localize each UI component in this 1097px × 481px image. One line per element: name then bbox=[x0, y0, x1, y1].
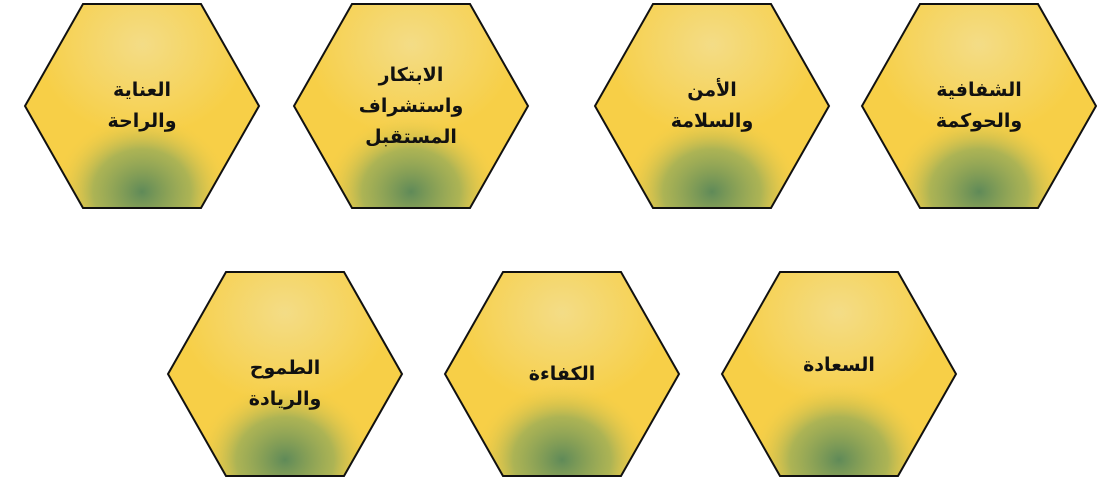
label-line: الطموح bbox=[249, 357, 321, 379]
hexagon-transparency-governance bbox=[861, 3, 1097, 209]
hexagon-label bbox=[54, 3, 230, 209]
hexagon-label bbox=[323, 3, 499, 209]
label-line: الابتكار bbox=[378, 63, 444, 86]
label-line: واستشراف bbox=[358, 94, 464, 117]
label-line: والسلامة bbox=[670, 110, 754, 132]
hexagon-efficiency bbox=[444, 271, 680, 477]
label-line: العناية bbox=[113, 79, 171, 101]
label-line: الشفافية bbox=[936, 79, 1022, 101]
label-line: المستقبل bbox=[365, 125, 457, 148]
hexagon-happiness bbox=[721, 271, 957, 477]
hexagon-label bbox=[891, 3, 1067, 209]
label-line: الأمن bbox=[687, 79, 737, 101]
hexagon-ambition-leadership bbox=[167, 271, 403, 477]
label-line: والراحة bbox=[107, 110, 177, 132]
hexagon-label bbox=[624, 3, 800, 209]
label-line: والريادة bbox=[248, 388, 322, 410]
hexagon-label bbox=[751, 271, 927, 477]
label-line: السعادة bbox=[803, 353, 875, 376]
label-line: والحوكمة bbox=[935, 110, 1023, 132]
hexagon-label bbox=[474, 271, 650, 477]
hexagon-label bbox=[197, 271, 373, 477]
hexagon-security-safety bbox=[594, 3, 830, 209]
hexagon-care-comfort bbox=[24, 3, 260, 209]
hexagon-innovation-foresight bbox=[293, 3, 529, 209]
label-line: الكفاءة bbox=[528, 362, 596, 385]
